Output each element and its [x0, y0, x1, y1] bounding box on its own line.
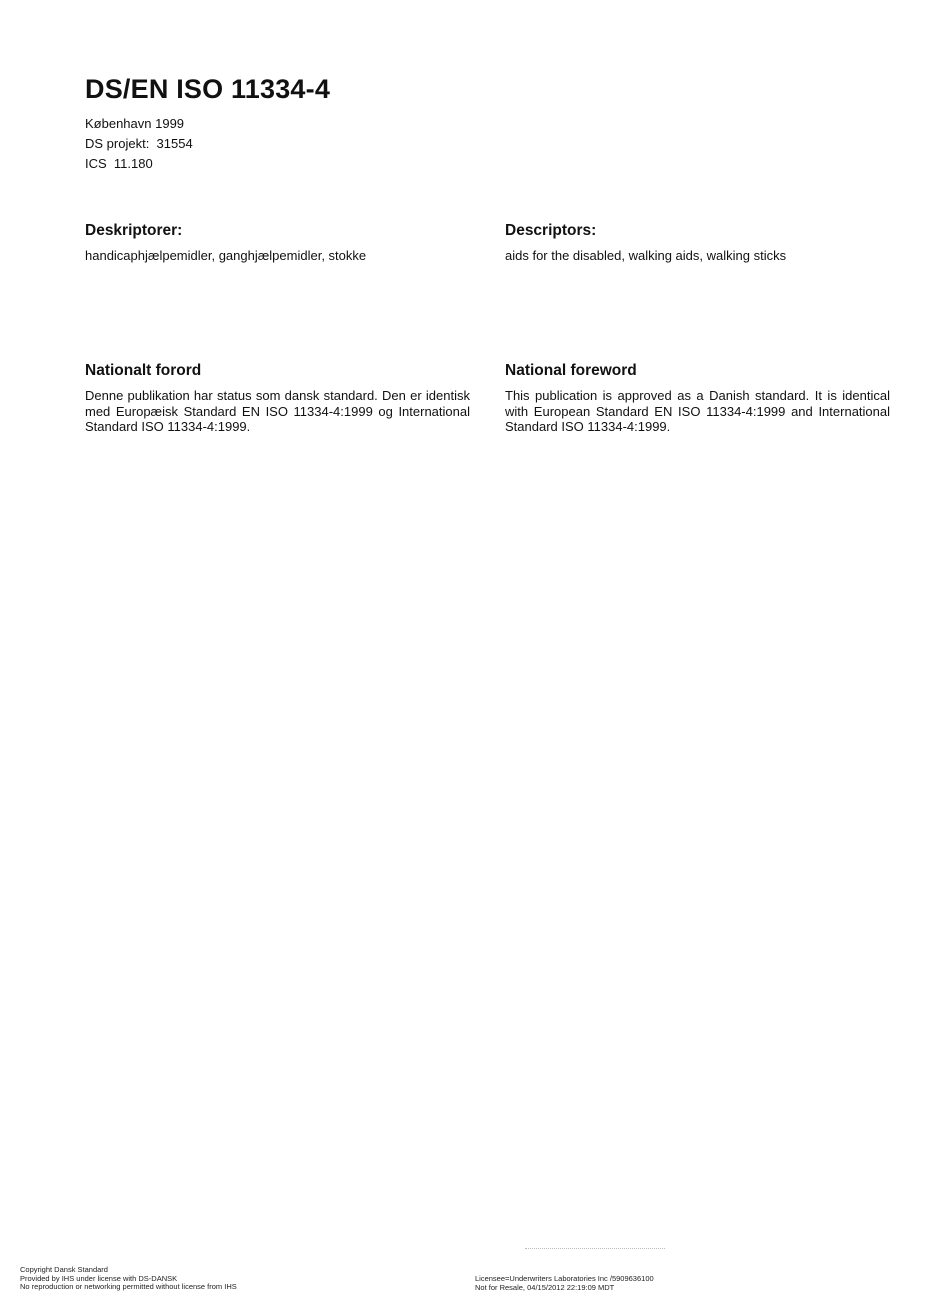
project-number: DS projekt: 31554: [85, 136, 193, 151]
foreword-english-text: This publication is approved as a Danish standard. It is identical with European Standard EN ISO 11334-4:1999 and International Standard ISO 11334-4:1999.: [505, 388, 890, 434]
footer-copyright-line: Copyright Dansk Standard: [20, 1265, 108, 1274]
footer-license: [475, 1275, 654, 1292]
footer-provider-line: Provided by IHS under license with DS-DANSK: [20, 1273, 178, 1283]
foreword-english-heading: National foreword: [505, 362, 637, 379]
footer-resale-line: Not for Resale, 04/15/2012 22:19:09 MDT: [475, 1282, 615, 1292]
dotted-separator: [525, 1248, 665, 1249]
foreword-danish-heading: Nationalt forord: [85, 362, 202, 379]
ics-code: ICS 11.180: [85, 156, 153, 171]
footer-copyright: [20, 1266, 237, 1292]
descriptors-english: [505, 222, 890, 264]
footer-licensee-line: Licensee=Underwriters Laboratories Inc /5909636100: [475, 1274, 654, 1283]
place-year: København 1999: [85, 116, 185, 131]
foreword-english: [505, 362, 890, 435]
foreword-danish-text: Denne publikation har status som dansk standard. Den er identisk med Europæisk Standard EN ISO 11334-4:1999 og International Standard ISO 11334-4:1999.: [85, 388, 470, 434]
footer-reproduction-line: No reproduction or networking permitted without license from IHS: [20, 1282, 237, 1292]
document-meta: [85, 114, 193, 174]
descriptors-english-text: aids for the disabled, walking aids, walking sticks: [505, 248, 787, 263]
descriptors-english-heading: Descriptors:: [505, 222, 597, 239]
descriptors-danish-heading: Deskriptorer:: [85, 222, 183, 239]
document-title: DS/EN ISO 11334-4: [85, 74, 331, 104]
descriptors-danish: [85, 222, 470, 264]
descriptors-danish-text: handicaphjælpemidler, ganghjælpemidler, stokke: [85, 248, 367, 263]
foreword-danish: [85, 362, 470, 435]
